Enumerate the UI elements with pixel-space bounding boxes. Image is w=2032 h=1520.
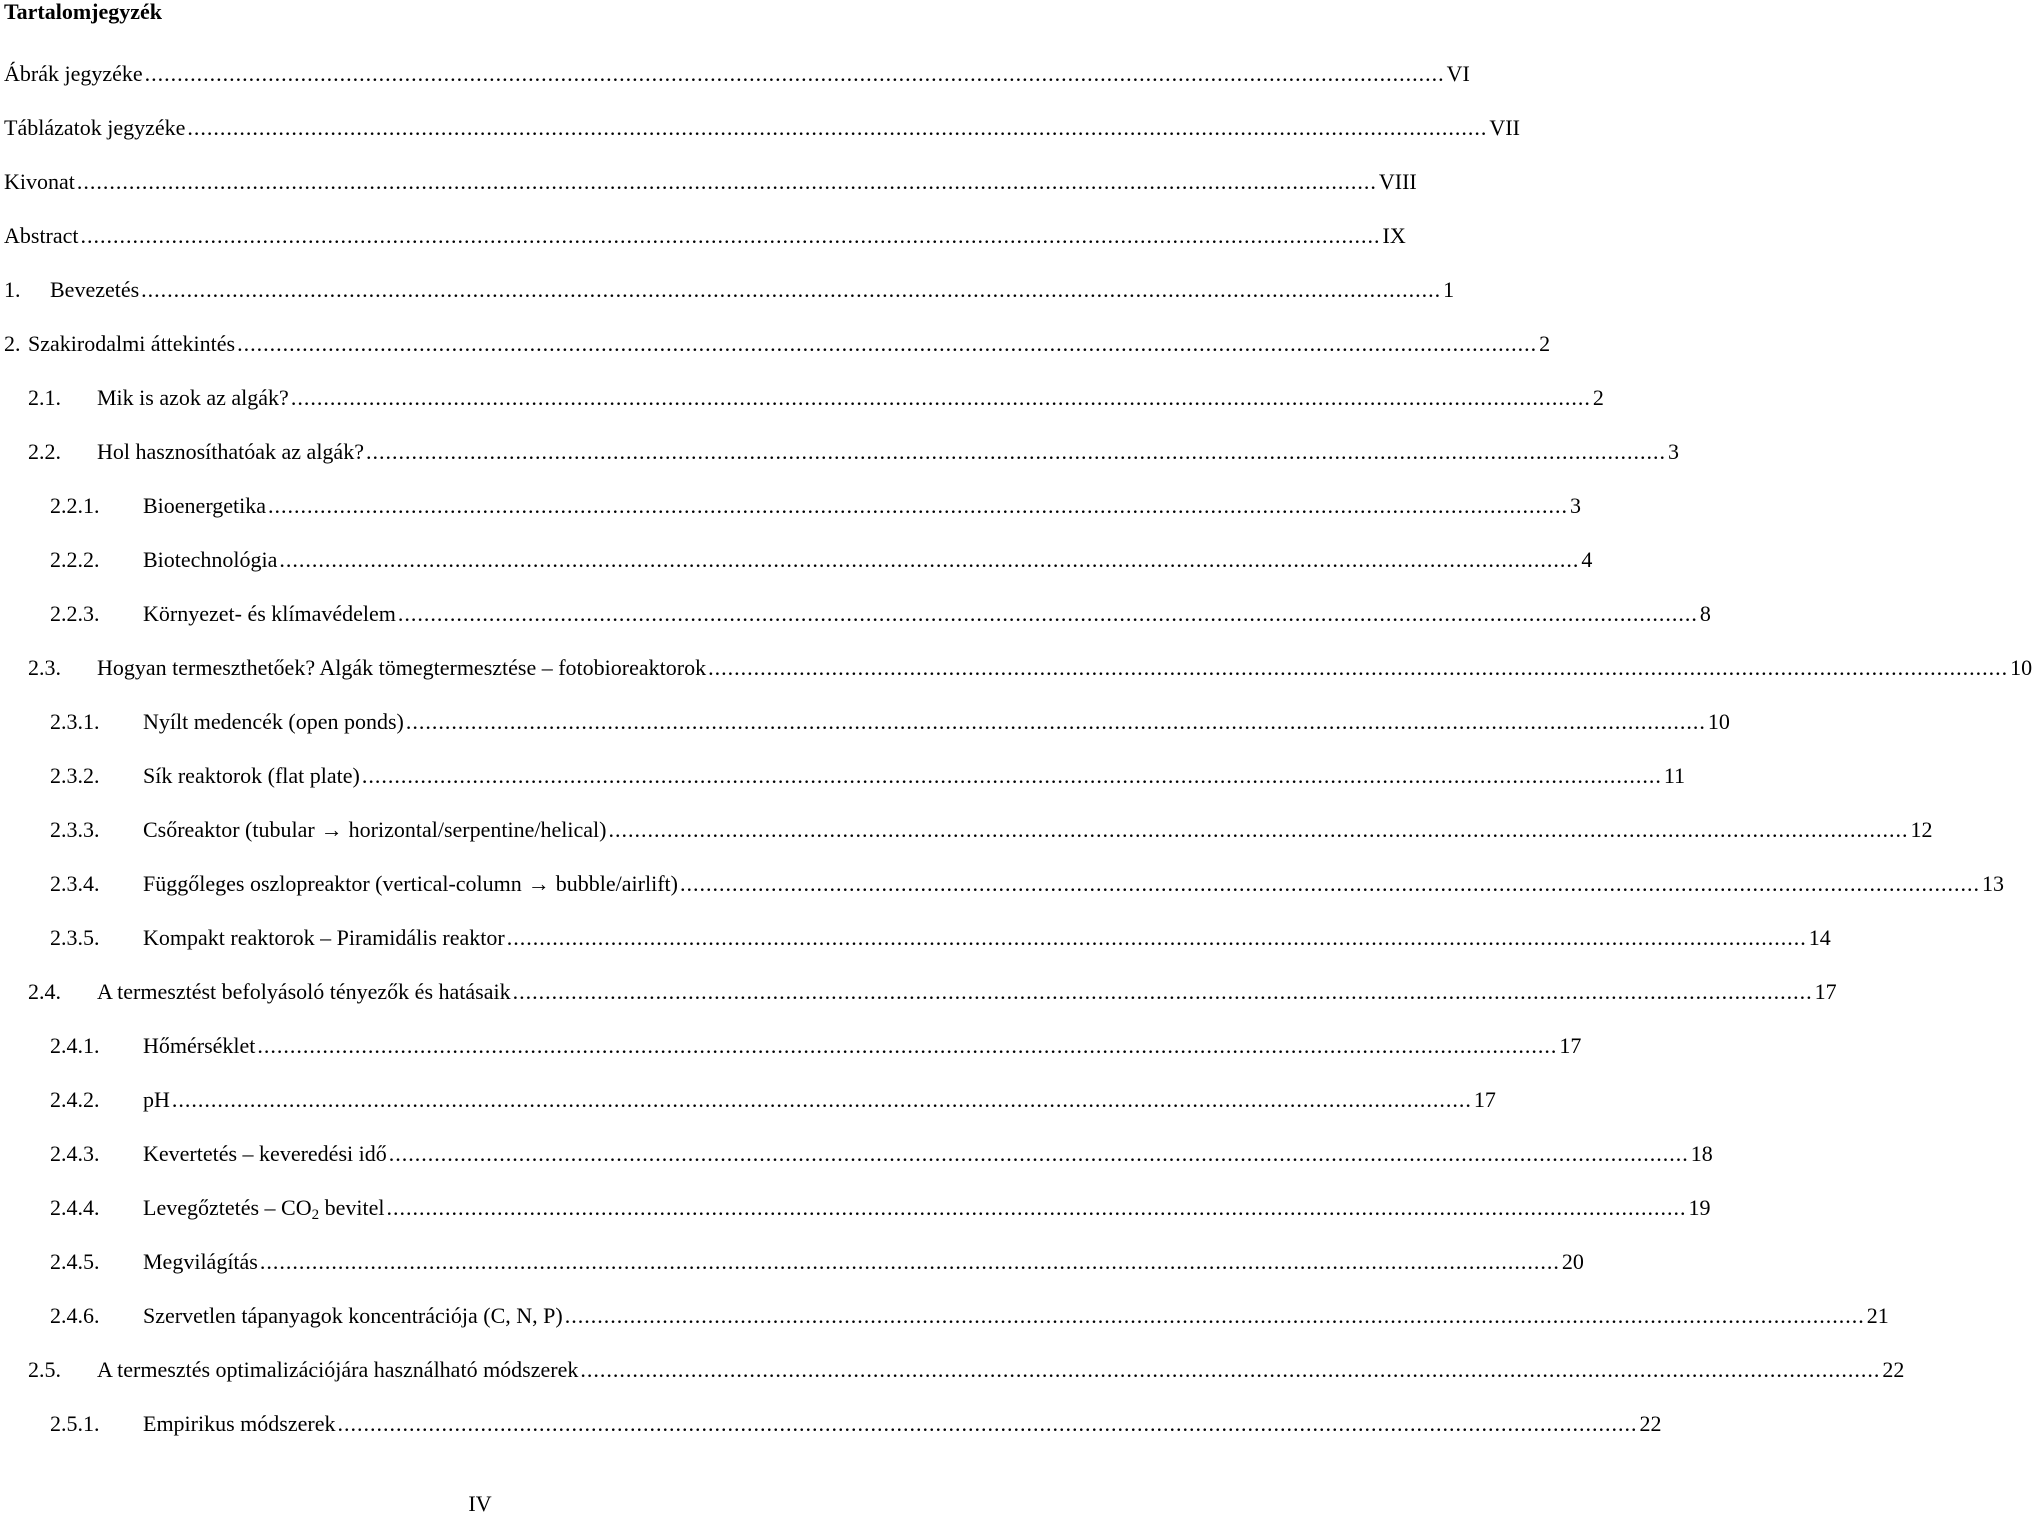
toc-leader-dots: ........................................................................................................................................................................................................: [187, 115, 1488, 140]
toc-entry-text-part: Csőreaktor (tubular: [143, 817, 315, 842]
toc-leader-dots: ........................................................................................................................................................................................................: [405, 709, 1706, 734]
toc-entry-text-part: Levegőztetés – CO: [143, 1195, 312, 1220]
toc-leader-dots: ........................................................................................................................................................................................................: [80, 223, 1381, 248]
toc-entry-2-4[interactable]: [28, 976, 1837, 1008]
toc-section-number: 2.4.: [28, 979, 61, 1004]
toc-section-number: 2.: [4, 331, 21, 356]
toc-entry-figures[interactable]: [4, 58, 1470, 90]
toc-section-number: 2.3.: [28, 655, 61, 680]
toc-entry-2-1[interactable]: [28, 382, 1604, 414]
toc-entry-text: Bioenergetika: [143, 493, 266, 518]
toc-section-number: 2.3.1.: [50, 709, 100, 734]
toc-page-number: 17: [1559, 1033, 1582, 1058]
toc-entry-text: Kevertetés – keveredési idő: [143, 1141, 387, 1166]
toc-entry-text: Ábrák jegyzéke: [4, 61, 143, 86]
toc-section-number: 2.4.2.: [50, 1087, 100, 1112]
toc-page-number: 22: [1639, 1411, 1662, 1436]
toc-page-number: 4: [1581, 547, 1593, 572]
toc-page-number: 2: [1592, 385, 1604, 410]
toc-entry-2[interactable]: [4, 328, 1551, 360]
toc-entry-2-5-1[interactable]: [50, 1408, 1662, 1440]
toc-leader-dots: ........................................................................................................................................................................................................: [708, 655, 2009, 680]
toc-entry-2-2[interactable]: [28, 436, 1679, 468]
toc-section-number: 2.1.: [28, 385, 61, 410]
toc-entry-text: A termesztést befolyásoló tényezők és hatásaik: [97, 979, 511, 1004]
toc-page-number: 3: [1667, 439, 1679, 464]
toc-section-number: 2.2.1.: [50, 493, 100, 518]
toc-page-number: 13: [1981, 871, 2004, 896]
right-arrow-icon: →: [527, 871, 550, 896]
toc-entry-text: Kompakt reaktorok – Piramidális reaktor: [143, 925, 505, 950]
toc-entry-text-part: Függőleges oszlopreaktor (vertical-column: [143, 871, 522, 896]
toc-entry-text: Szervetlen tápanyagok koncentrációja (C, N, P): [143, 1303, 563, 1328]
toc-section-number: 2.5.1.: [50, 1411, 100, 1436]
toc-section-number: 2.4.1.: [50, 1033, 100, 1058]
toc-section-number: 2.4.5.: [50, 1249, 100, 1274]
toc-page-number: 12: [1910, 817, 1933, 842]
toc-section-number: 2.3.4.: [50, 871, 100, 896]
toc-leader-dots: ........................................................................................................................................................................................................: [564, 1303, 1865, 1328]
toc-page-number: VIII: [1378, 169, 1417, 194]
toc-entry-tables[interactable]: [4, 112, 1520, 144]
toc-entry-kivonat[interactable]: [4, 166, 1417, 198]
page-title: Tartalomjegyzék: [4, 0, 163, 24]
toc-entry-text: Környezet- és klímavédelem: [143, 601, 396, 626]
toc-page-number: 17: [1814, 979, 1837, 1004]
toc-page-number: 18: [1690, 1141, 1713, 1166]
toc-entry-text: Megvilágítás: [143, 1249, 258, 1274]
toc-entry-text: [143, 814, 606, 846]
toc-entry-text: Mik is azok az algák?: [97, 385, 289, 410]
toc-leader-dots: ........................................................................................................................................................................................................: [141, 277, 1442, 302]
toc-page-number: 10: [1707, 709, 1730, 734]
toc-leader-dots: ........................................................................................................................................................................................................: [506, 925, 1807, 950]
toc-page-number: IX: [1382, 223, 1406, 248]
toc-entry-2-2-3[interactable]: [50, 598, 1711, 630]
toc-entry-2-3-5[interactable]: [50, 922, 1831, 954]
toc-leader-dots: ........................................................................................................................................................................................................: [361, 763, 1662, 788]
toc-section-number: 2.2.3.: [50, 601, 100, 626]
toc-page-number: 17: [1473, 1087, 1496, 1112]
toc-leader-dots: ........................................................................................................................................................................................................: [237, 331, 1538, 356]
toc-entry-text: Bevezetés: [50, 277, 140, 302]
toc-entry-text: Biotechnológia: [143, 547, 278, 572]
toc-leader-dots: ........................................................................................................................................................................................................: [279, 547, 1580, 572]
toc-leader-dots: ........................................................................................................................................................................................................: [386, 1195, 1687, 1220]
toc-section-number: 2.3.5.: [50, 925, 100, 950]
toc-section-number: 2.2.: [28, 439, 61, 464]
toc-section-number: 2.3.2.: [50, 763, 100, 788]
toc-entry-text: Táblázatok jegyzéke: [4, 115, 186, 140]
toc-leader-dots: ........................................................................................................................................................................................................: [144, 61, 1445, 86]
toc-entry-2-2-2[interactable]: [50, 544, 1593, 576]
toc-entry-text: Kivonat: [4, 169, 75, 194]
toc-entry-text: Szakirodalmi áttekintés: [28, 331, 236, 356]
toc-leader-dots: ........................................................................................................................................................................................................: [290, 385, 1591, 410]
toc-entry-2-4-2[interactable]: [50, 1084, 1496, 1116]
toc-page-number: VI: [1446, 61, 1470, 86]
toc-section-number: 2.3.3.: [50, 817, 100, 842]
toc-entry-text: Nyílt medencék (open ponds): [143, 709, 404, 734]
toc-entry-2-4-4[interactable]: [50, 1192, 1711, 1224]
toc-section-number: 2.4.3.: [50, 1141, 100, 1166]
page-number-footer: IV: [468, 1491, 492, 1516]
toc-section-number: 1.: [4, 277, 21, 302]
toc-leader-dots: ........................................................................................................................................................................................................: [512, 979, 1813, 1004]
toc-leader-dots: ........................................................................................................................................................................................................: [259, 1249, 1560, 1274]
toc-leader-dots: ........................................................................................................................................................................................................: [580, 1357, 1881, 1382]
toc-leader-dots: ........................................................................................................................................................................................................: [337, 1411, 1638, 1436]
toc-entry-text-part: bubble/airlift): [555, 871, 678, 896]
toc-page-number: 8: [1699, 601, 1711, 626]
toc-entry-2-3-3[interactable]: [50, 814, 1933, 846]
toc-leader-dots: ........................................................................................................................................................................................................: [365, 439, 1666, 464]
toc-section-number: 2.5.: [28, 1357, 61, 1382]
toc-leader-dots: ........................................................................................................................................................................................................: [388, 1141, 1689, 1166]
toc-entry-2-4-5[interactable]: [50, 1246, 1584, 1278]
toc-leader-dots: ........................................................................................................................................................................................................: [257, 1033, 1558, 1058]
toc-entry-text: A termesztés optimalizációjára használható módszerek: [97, 1357, 579, 1382]
toc-page-number: 19: [1688, 1195, 1711, 1220]
toc-leader-dots: ........................................................................................................................................................................................................: [608, 817, 1909, 842]
toc-entry-text: Hőmérséklet: [143, 1033, 256, 1058]
subscript: 2: [311, 1207, 320, 1223]
toc-entry-text: [143, 1192, 384, 1224]
toc-leader-dots: ........................................................................................................................................................................................................: [76, 169, 1377, 194]
toc-page-number: 3: [1570, 493, 1581, 518]
toc-page-number: 2: [1539, 331, 1551, 356]
toc-leader-dots: ........................................................................................................................................................................................................: [397, 601, 1698, 626]
toc-entry-text-part: horizontal/serpentine/helical): [348, 817, 607, 842]
toc-page-number: 14: [1808, 925, 1831, 950]
toc-section-number: 2.2.2.: [50, 547, 100, 572]
right-arrow-icon: →: [320, 817, 343, 842]
toc-entry-text: [143, 868, 678, 900]
toc-page-number: 11: [1663, 763, 1686, 788]
toc-entry-text: Abstract: [4, 223, 79, 248]
toc-page-number: 22: [1882, 1357, 1905, 1382]
toc-entry-2-3-4[interactable]: [50, 868, 2004, 900]
toc-entry-1[interactable]: [4, 274, 1455, 306]
toc-entry-2-3-2[interactable]: [50, 760, 1686, 792]
toc-leader-dots: ........................................................................................................................................................................................................: [171, 1087, 1472, 1112]
toc-entry-2-2-1[interactable]: [50, 490, 1581, 522]
toc-page-number: 20: [1561, 1249, 1584, 1274]
toc-section-number: 2.4.4.: [50, 1195, 100, 1220]
toc-entry-2-5[interactable]: [28, 1354, 1905, 1386]
toc-leader-dots: ........................................................................................................................................................................................................: [268, 493, 1568, 518]
toc-entry-text: Hol hasznosíthatóak az algák?: [97, 439, 364, 464]
toc-leader-dots: ........................................................................................................................................................................................................: [679, 871, 1980, 896]
toc-page-number: VII: [1489, 115, 1520, 140]
toc-page-number: 1: [1443, 277, 1455, 302]
toc-page-number: 21: [1866, 1303, 1889, 1328]
toc-entry-2-4-6[interactable]: [50, 1300, 1889, 1332]
toc-entry-2-3-1[interactable]: [50, 706, 1730, 738]
toc-entry-2-4-1[interactable]: [50, 1030, 1582, 1062]
toc-entry-text-part: bevitel: [319, 1195, 385, 1220]
toc-entry-abstract[interactable]: [4, 220, 1406, 252]
toc-entry-text: Hogyan termeszthetőek? Algák tömegtermesztése – fotobioreaktorok: [97, 655, 707, 680]
toc-entry-text: Empirikus módszerek: [143, 1411, 336, 1436]
toc-entry-text: Sík reaktorok (flat plate): [143, 763, 360, 788]
toc-entry-2-3[interactable]: [28, 652, 2032, 684]
toc-page-number: 10: [2010, 655, 2032, 680]
toc-entry-2-4-3[interactable]: [50, 1138, 1713, 1170]
toc-entry-text: pH: [143, 1087, 170, 1112]
toc-section-number: 2.4.6.: [50, 1303, 100, 1328]
